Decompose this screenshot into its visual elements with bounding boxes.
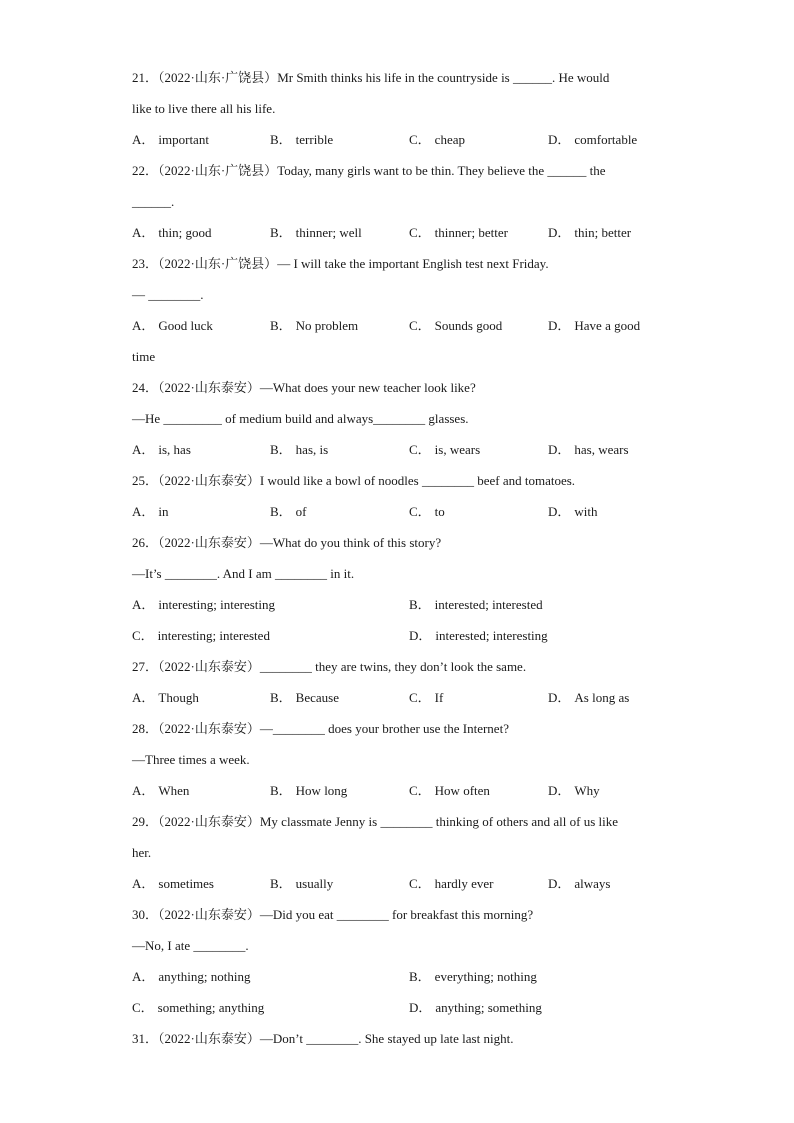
option-text: comfortable: [574, 132, 638, 147]
question-number: 30．: [132, 907, 159, 922]
question-number: 28．: [132, 721, 159, 736]
option-text: terrible: [295, 132, 334, 147]
question-text: —Did you eat ________ for breakfast this morning?: [259, 907, 534, 922]
option-text: Good luck: [158, 318, 213, 333]
option-text: is, wears: [434, 442, 481, 457]
answer-option[interactable]: [548, 434, 629, 465]
answer-option[interactable]: [132, 620, 270, 651]
option-letter: A．: [132, 225, 155, 240]
question-source: （2022·山东·广饶县）: [158, 256, 278, 271]
option-text: to: [434, 504, 445, 519]
option-text: everything; nothing: [434, 969, 537, 984]
question-source: （2022·山东泰安）: [158, 473, 260, 488]
option-letter: A．: [132, 132, 155, 147]
question-line: [132, 806, 660, 837]
question-item: [132, 155, 660, 248]
question-text: I would like a bowl of noodles ________ beef and tomatoes.: [259, 473, 576, 488]
option-letter: B．: [270, 690, 292, 705]
question-number: 27．: [132, 659, 159, 674]
answer-option[interactable]: [409, 217, 508, 248]
option-letter: B．: [270, 318, 292, 333]
option-letter: A．: [132, 442, 155, 457]
question-source: （2022·山东泰安）: [158, 659, 260, 674]
options-row: [132, 310, 660, 341]
option-continuation: time: [132, 349, 156, 364]
option-text: interested; interested: [434, 597, 543, 612]
question-line: [132, 651, 660, 682]
option-text: of: [295, 504, 307, 519]
option-letter: D．: [548, 442, 571, 457]
question-line: [132, 465, 660, 496]
question-item: [132, 806, 660, 899]
option-letter: B．: [270, 504, 292, 519]
options-row: [132, 434, 660, 465]
options-row: [132, 620, 660, 651]
option-letter: C．: [409, 783, 431, 798]
answer-option[interactable]: [548, 682, 629, 713]
option-letter: A．: [132, 783, 155, 798]
answer-option[interactable]: [132, 434, 191, 465]
option-text: usually: [295, 876, 334, 891]
option-text: in: [158, 504, 169, 519]
answer-option[interactable]: [409, 620, 548, 651]
answer-option[interactable]: [548, 496, 598, 527]
question-line: [132, 837, 660, 868]
option-letter: D．: [548, 690, 571, 705]
answer-option[interactable]: [409, 124, 465, 155]
option-letter: D．: [548, 876, 571, 891]
answer-option[interactable]: [409, 868, 494, 899]
answer-option[interactable]: [548, 310, 640, 341]
option-text: anything; nothing: [158, 969, 251, 984]
option-text: How long: [295, 783, 348, 798]
option-text: interesting; interesting: [158, 597, 276, 612]
options-row: [132, 124, 660, 155]
question-line: [132, 62, 660, 93]
option-text: sometimes: [158, 876, 214, 891]
question-text: Mr Smith thinks his life in the countryside is ______. He would: [277, 70, 610, 85]
option-letter: A．: [132, 969, 155, 984]
question-text: —Three times a week.: [132, 752, 250, 767]
question-text: My classmate Jenny is ________ thinking of others and all of us like: [259, 814, 619, 829]
answer-option[interactable]: [132, 496, 169, 527]
option-letter: A．: [132, 876, 155, 891]
question-text: —He _________ of medium build and always________ glasses.: [132, 411, 469, 426]
question-line: [132, 372, 660, 403]
option-letter: B．: [270, 783, 292, 798]
option-text: Have a good: [574, 318, 641, 333]
question-text: Today, many girls want to be thin. They believe the ______ the: [277, 163, 606, 178]
answer-option[interactable]: [270, 682, 339, 713]
option-text: something; anything: [157, 1000, 265, 1015]
question-source: （2022·山东泰安）: [158, 814, 260, 829]
question-line: [132, 279, 660, 310]
option-letter: D．: [409, 628, 432, 643]
question-line: [132, 93, 660, 124]
question-source: （2022·山东·广饶县）: [158, 70, 278, 85]
option-text: is, has: [158, 442, 191, 457]
question-item: [132, 713, 660, 806]
question-text: —No, I ate ________.: [132, 938, 249, 953]
question-item: [132, 899, 660, 1023]
option-letter: C．: [409, 442, 431, 457]
answer-option[interactable]: [132, 124, 209, 155]
option-letter: C．: [132, 1000, 154, 1015]
options-row: [132, 217, 660, 248]
question-number: 29．: [132, 814, 159, 829]
answer-option[interactable]: [409, 434, 480, 465]
option-letter: C．: [409, 318, 431, 333]
option-text: Because: [295, 690, 339, 705]
question-source: （2022·山东泰安）: [158, 721, 260, 736]
question-line: [132, 527, 660, 558]
answer-option[interactable]: [409, 961, 537, 992]
option-letter: A．: [132, 318, 155, 333]
answer-option[interactable]: [270, 434, 328, 465]
options-row: [132, 682, 660, 713]
option-letter: C．: [409, 504, 431, 519]
option-letter: B．: [409, 597, 431, 612]
answer-option[interactable]: [132, 868, 214, 899]
question-source: （2022·山东泰安）: [158, 907, 260, 922]
question-number: 23．: [132, 256, 159, 271]
question-text: like to live there all his life.: [132, 101, 276, 116]
question-line: [132, 899, 660, 930]
option-text: has, is: [295, 442, 329, 457]
question-source: （2022·山东泰安）: [158, 535, 260, 550]
question-item: [132, 651, 660, 713]
question-number: 21．: [132, 70, 159, 85]
answer-option[interactable]: [132, 775, 189, 806]
question-text: ______.: [132, 194, 175, 209]
options-row: [132, 775, 660, 806]
options-row: [132, 992, 660, 1023]
option-letter: D．: [409, 1000, 432, 1015]
option-text: Though: [158, 690, 199, 705]
answer-option[interactable]: [409, 682, 443, 713]
question-text: —________ does your brother use the Internet?: [259, 721, 509, 736]
option-letter: D．: [548, 132, 571, 147]
option-letter: A．: [132, 504, 155, 519]
option-letter: C．: [409, 225, 431, 240]
option-letter: B．: [270, 876, 292, 891]
question-line: [132, 186, 660, 217]
question-item: [132, 62, 660, 155]
question-item: [132, 372, 660, 465]
question-line: [132, 713, 660, 744]
option-letter: C．: [132, 628, 154, 643]
question-number: 25．: [132, 473, 159, 488]
question-item: [132, 1023, 660, 1054]
option-text: Why: [574, 783, 600, 798]
answer-option[interactable]: [132, 310, 213, 341]
options-row: [132, 589, 660, 620]
answer-option[interactable]: [132, 961, 250, 992]
question-item: [132, 465, 660, 527]
option-text: As long as: [574, 690, 630, 705]
answer-option[interactable]: [132, 589, 275, 620]
answer-option[interactable]: [132, 682, 199, 713]
question-text: her.: [132, 845, 152, 860]
answer-option[interactable]: [132, 217, 211, 248]
option-text: hardly ever: [434, 876, 494, 891]
option-text: thin; good: [158, 225, 212, 240]
question-line: [132, 155, 660, 186]
option-letter: D．: [548, 225, 571, 240]
option-text: No problem: [295, 318, 359, 333]
option-text: always: [574, 876, 611, 891]
question-text: —What does your new teacher look like?: [259, 380, 476, 395]
option-text: thinner; well: [295, 225, 362, 240]
option-text: If: [434, 690, 444, 705]
question-source: （2022·山东·广饶县）: [158, 163, 278, 178]
question-text: —Don’t ________. She stayed up late last night.: [259, 1031, 514, 1046]
question-source: （2022·山东泰安）: [158, 1031, 260, 1046]
option-letter: B．: [270, 132, 292, 147]
answer-option[interactable]: [270, 124, 333, 155]
option-letter: D．: [548, 783, 571, 798]
option-text: cheap: [434, 132, 465, 147]
question-line: [132, 930, 660, 961]
question-text: — ________.: [132, 287, 204, 302]
answer-option[interactable]: [548, 217, 631, 248]
answer-option[interactable]: [548, 868, 611, 899]
answer-option[interactable]: [409, 589, 543, 620]
answer-option[interactable]: [270, 775, 347, 806]
question-number: 22．: [132, 163, 159, 178]
option-text: important: [158, 132, 209, 147]
question-number: 26．: [132, 535, 159, 550]
option-letter: B．: [409, 969, 431, 984]
option-letter: B．: [270, 225, 292, 240]
option-letter: C．: [409, 132, 431, 147]
option-text: with: [574, 504, 598, 519]
option-text: anything; something: [435, 1000, 542, 1015]
option-text: thinner; better: [434, 225, 508, 240]
answer-option[interactable]: [409, 992, 542, 1023]
question-list: [132, 62, 660, 1054]
option-text: How often: [434, 783, 490, 798]
question-line: [132, 1023, 660, 1054]
question-text: —It’s ________. And I am ________ in it.: [132, 566, 355, 581]
answer-option[interactable]: [132, 992, 264, 1023]
question-number: 24．: [132, 380, 159, 395]
question-source: （2022·山东泰安）: [158, 380, 260, 395]
options-row: [132, 961, 660, 992]
question-line: [132, 744, 660, 775]
question-line: [132, 248, 660, 279]
answer-option[interactable]: [270, 868, 333, 899]
question-line: [132, 403, 660, 434]
option-letter: A．: [132, 597, 155, 612]
question-line: [132, 558, 660, 589]
option-text: interesting; interested: [157, 628, 270, 643]
answer-option[interactable]: [270, 496, 307, 527]
options-row: [132, 496, 660, 527]
option-text: When: [158, 783, 190, 798]
answer-option[interactable]: [270, 217, 362, 248]
option-letter: C．: [409, 690, 431, 705]
question-item: [132, 527, 660, 651]
answer-option[interactable]: [409, 775, 490, 806]
answer-option[interactable]: [409, 310, 502, 341]
question-item: [132, 248, 660, 372]
option-text: thin; better: [574, 225, 632, 240]
option-letter: B．: [270, 442, 292, 457]
option-letter: D．: [548, 318, 571, 333]
option-letter: C．: [409, 876, 431, 891]
answer-option[interactable]: [548, 775, 600, 806]
question-text: — I will take the important English test next Friday.: [277, 256, 549, 271]
option-text: interested; interesting: [435, 628, 548, 643]
option-letter: D．: [548, 504, 571, 519]
option-text: has, wears: [574, 442, 629, 457]
answer-option[interactable]: [270, 310, 358, 341]
question-text: —What do you think of this story?: [259, 535, 442, 550]
question-number: 31．: [132, 1031, 159, 1046]
options-row: [132, 868, 660, 899]
question-text: ________ they are twins, they don’t look the same.: [259, 659, 527, 674]
answer-option[interactable]: [409, 496, 445, 527]
option-letter: A．: [132, 690, 155, 705]
option-text: Sounds good: [434, 318, 503, 333]
answer-option[interactable]: [548, 124, 637, 155]
